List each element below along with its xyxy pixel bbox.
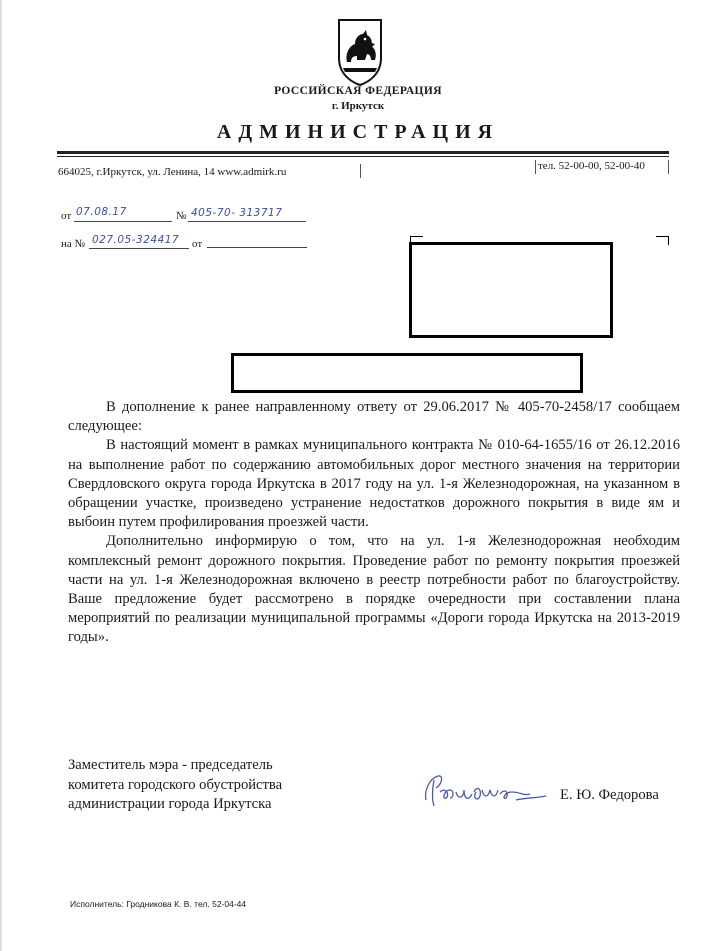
from-date-label: от	[61, 210, 72, 222]
phone-separator-right	[668, 160, 669, 174]
signatory-title	[68, 756, 282, 815]
signatory-name: Е. Ю. Федорова	[560, 787, 659, 803]
letter-body	[68, 398, 680, 648]
reference-date-underline	[207, 247, 307, 248]
reference-number-value: 027.05-324417	[92, 234, 180, 246]
executor-info: Исполнитель: Гродникова К. В. тел. 52-04-44	[70, 899, 247, 909]
redacted-recipient-block	[409, 242, 613, 338]
signatory-title-line: Заместитель мэра - председатель	[68, 757, 273, 773]
irkutsk-coat-of-arms-icon	[335, 18, 385, 86]
header-divider-thick	[57, 151, 669, 154]
redacted-salutation	[231, 353, 583, 393]
city-title: г. Иркутск	[331, 100, 385, 112]
recipient-corner-right	[656, 236, 669, 245]
outgoing-number-underline	[188, 221, 306, 222]
header-divider-thin	[57, 156, 669, 157]
signatory-title-line: комитета городского обустройства	[68, 776, 283, 793]
address-separator	[360, 164, 361, 178]
phone-separator-left	[535, 160, 536, 174]
address-line: 664025, г.Иркутск, ул. Ленина, 14 www.admirk.ru	[58, 166, 287, 178]
body-paragraph: Дополнительно информирую о том, что на ул. 1-я Железнодорожная необходим комплексный ремонт дорожного покрытия. Проведение работ по ремонту покрытия проезжей части на ул. 1-я Железнодорожная включено в реестр потребности работ по благоустройству. Ваше предложение будет рассмотрено в порядке очередности при составлении плана мероприятий по реализации муниципальной программы «Дороги города Иркутска на 2013-2019 годы».	[68, 533, 680, 646]
from-date-underline	[74, 221, 172, 222]
phone-line: тел. 52-00-00, 52-00-40	[538, 160, 645, 172]
reference-number-underline	[89, 248, 189, 249]
signatory-title-line: администрации города Иркутска	[68, 796, 272, 812]
from-date-value: 07.08.17	[76, 206, 127, 218]
reference-date-label: от	[192, 238, 203, 250]
reference-number-label: на №	[61, 238, 86, 250]
country-title: РОССИЙСКАЯ ФЕДЕРАЦИЯ	[274, 85, 442, 97]
organization-title: АДМИНИСТРАЦИЯ	[216, 121, 500, 143]
handwritten-signature	[420, 770, 550, 810]
outgoing-number-value: 405-70- 313717	[191, 207, 283, 219]
body-paragraph: В настоящий момент в рамках муниципального контракта № 010-64-1655/16 от 26.12.2016 на выполнение работ по содержанию автомобильных дорог местного значения на территории Свердловского округа города Иркутска в 2017 году на ул. 1-я Железнодорожная, на указанном в обращении участке, произведено устранение недостатков дорожного покрытия в виде ям и выбоин путем профилирования проезжей части.	[68, 437, 680, 531]
body-paragraph: В дополнение к ранее направленному ответу от 29.06.2017 № 405-70-2458/17 сообщаем следующее:	[68, 399, 680, 435]
outgoing-number-label: №	[176, 210, 187, 222]
